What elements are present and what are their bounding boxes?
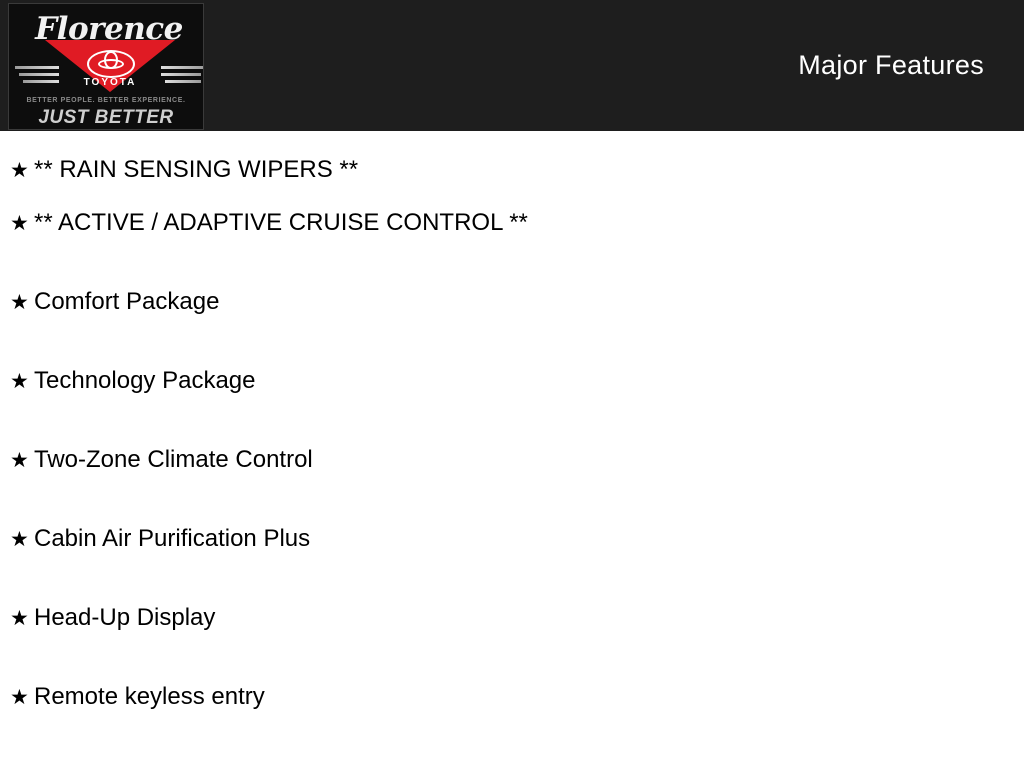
page-title: Major Features	[798, 50, 984, 80]
feature-label: Two-Zone Climate Control	[34, 446, 313, 473]
feature-label: Comfort Package	[34, 288, 220, 315]
list-item	[0, 131, 1024, 210]
toyota-emblem-icon	[87, 50, 133, 76]
star-icon: ★	[10, 449, 29, 472]
star-icon: ★	[10, 159, 29, 182]
feature-label: ** RAIN SENSING WIPERS **	[34, 156, 359, 183]
list-item	[0, 210, 1024, 289]
logo-slogan: JUST BETTER	[38, 107, 174, 128]
toyota-wordmark: TOYOTA	[83, 77, 137, 88]
list-item	[0, 289, 1024, 368]
feature-label: Head-Up Display	[34, 604, 216, 631]
star-icon: ★	[10, 370, 29, 393]
list-item	[0, 447, 1024, 526]
dealer-logo	[8, 3, 204, 130]
feature-label: ** ACTIVE / ADAPTIVE CRUISE CONTROL **	[34, 209, 528, 236]
logo-tagline: BETTER PEOPLE. BETTER EXPERIENCE.	[26, 97, 186, 104]
list-item	[0, 526, 1024, 605]
star-icon: ★	[10, 607, 29, 630]
feature-label: Cabin Air Purification Plus	[34, 525, 311, 552]
star-icon: ★	[10, 686, 29, 709]
star-icon: ★	[10, 528, 29, 551]
star-icon: ★	[10, 291, 29, 314]
list-item	[0, 368, 1024, 447]
feature-label: Technology Package	[34, 367, 256, 394]
list-item	[0, 684, 1024, 763]
page-header	[0, 0, 1024, 131]
dealer-name-script: Florence	[35, 11, 183, 47]
feature-label: Remote keyless entry	[34, 683, 265, 710]
star-icon: ★	[10, 212, 29, 235]
list-item	[0, 605, 1024, 684]
feature-list	[0, 131, 1024, 763]
